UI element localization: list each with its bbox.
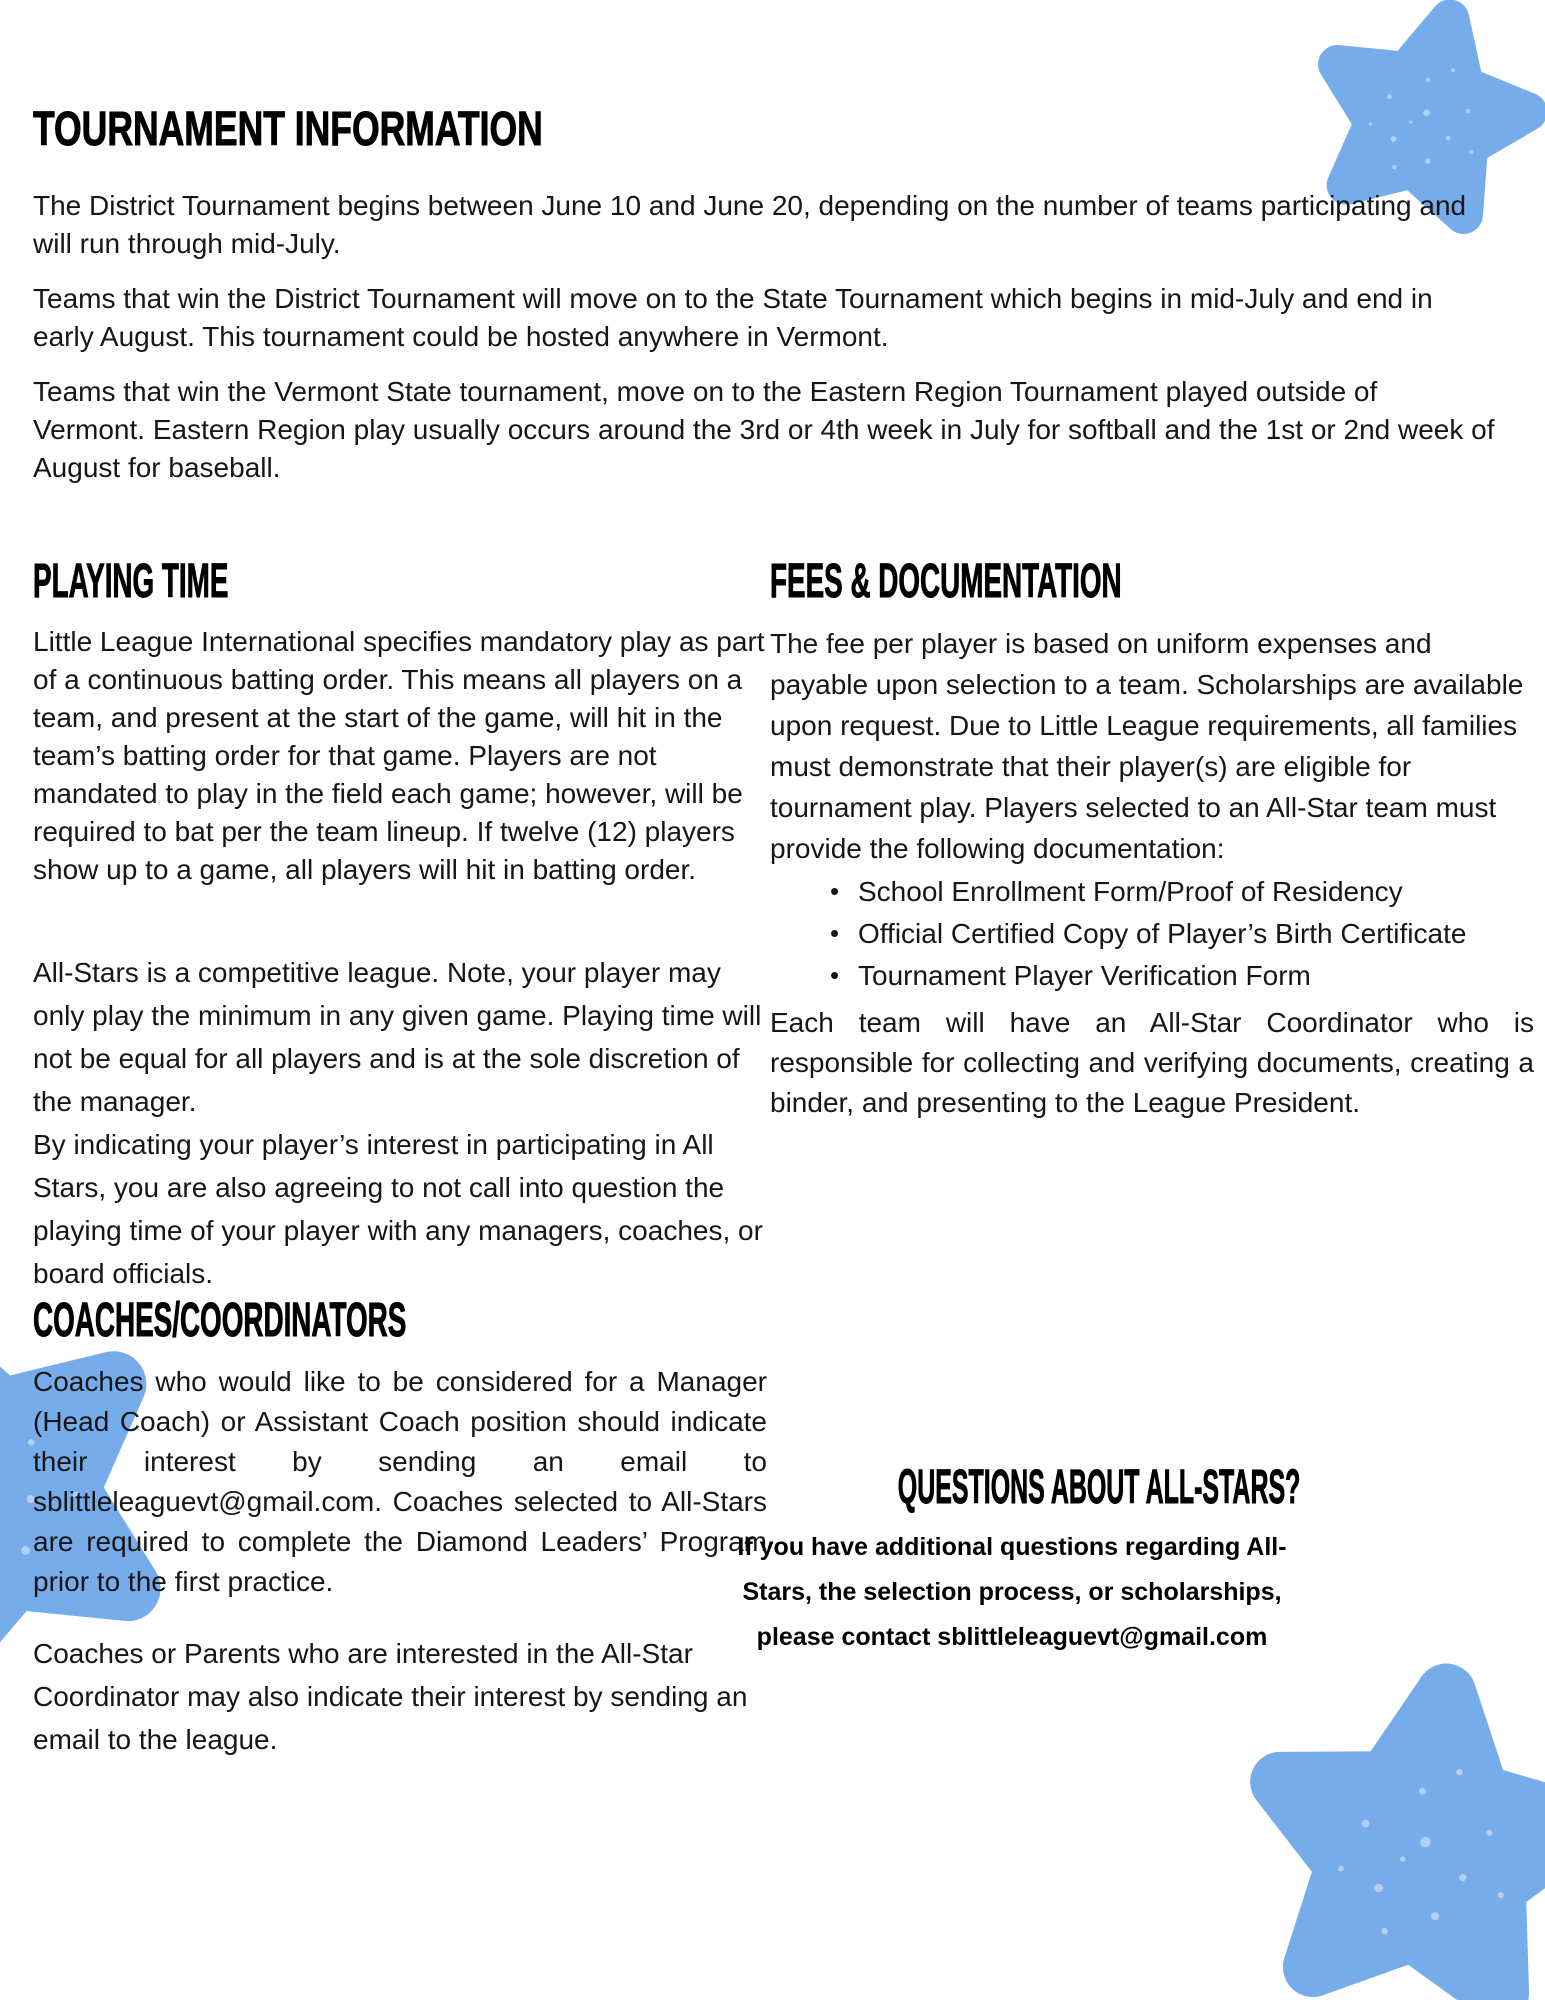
star-decoration-bottom-right-icon <box>1198 1626 1545 2000</box>
playing-time-heading: PLAYING TIME <box>33 555 229 608</box>
questions-section <box>712 1462 1312 1660</box>
playing-time-paragraph: Little League International specifies mandatory play as part of a continuous batting order. This means all players on a team, and present at the start of the game, will hit in the team’s batting order for that game. Players are not mandated to play in the field each game; however, will be required to bat per the team lineup. If twelve (12) players show up to a game, all players will hit in batting order. <box>33 625 765 885</box>
fees-documentation-heading: FEES & DOCUMENTATION <box>770 555 1122 608</box>
playing-time-paragraph: All-Stars is a competitive league. Note, your player may only play the minimum in any given game. Playing time will not be equal for all players and is at the sole discretion of the manager. <box>33 956 762 1117</box>
coaches-paragraph: Coaches or Parents who are interested in the All-Star Coordinator may also indicate their interest by sending an email to the league. <box>33 1637 748 1755</box>
playing-time-paragraph: By indicating your player’s interest in participating in All Stars, you are also agreeing to not call into question the playing time of your player with any managers, coaches, or board officials. <box>33 1128 763 1289</box>
tournament-paragraph: Teams that win the District Tournament will move on to the State Tournament which begins in mid-July and end in early August. This tournament could be hosted anywhere in Vermont. <box>33 282 1433 352</box>
right-column <box>770 556 1534 1123</box>
document-list-item: • School Enrollment Form/Proof of Residency <box>830 871 1534 913</box>
questions-body: If you have additional questions regarding All-Stars, the selection process, or scholarships, please contact sblittleleaguevt@gmail.com <box>737 1532 1287 1651</box>
coaches-coordinators-heading: COACHES/COORDINATORS <box>33 1293 407 1347</box>
tournament-information-section <box>33 104 1495 504</box>
questions-heading: QUESTIONS ABOUT ALL-STARS? <box>897 1461 1301 1514</box>
required-documents-list <box>770 871 1534 997</box>
fees-intro-paragraph: The fee per player is based on uniform expenses and payable upon selection to a team. Scholarships are available upon request. Due to Little League requirements, all families must demonstrate that their player(s) are eligible for tournament play. Players selected to an All-Star team must provide the following documentation: <box>770 627 1524 864</box>
coaches-paragraph: Coaches who would like to be considered for a Manager (Head Coach) or Assistant Coach position should indicate their interest by sending an email to sblittleleaguevt@gmail.com. Coaches selected to All-Stars are required to complete the Diamond Leaders’ Program prior to the first practice. <box>33 1365 767 1597</box>
tournament-paragraph: The District Tournament begins between June 10 and June 20, depending on the number of teams participating and will run through mid-July. <box>33 189 1467 259</box>
left-column <box>33 556 767 1761</box>
tournament-paragraph: Teams that win the Vermont State tournament, move on to the Eastern Region Tournament played outside of Vermont. Eastern Region play usually occurs around the 3rd or 4th week in July for softball and the 1st or 2nd week of August for baseball. <box>33 375 1495 483</box>
tournament-information-heading: TOURNAMENT INFORMATION <box>33 103 543 156</box>
document-list-item: • Official Certified Copy of Player’s Birth Certificate <box>830 913 1534 955</box>
fees-outro-paragraph: Each team will have an All-Star Coordinator who is responsible for collecting and verifying documents, creating a binder, and presenting to the League President. <box>770 1006 1534 1118</box>
document-list-item: • Tournament Player Verification Form <box>830 955 1534 997</box>
